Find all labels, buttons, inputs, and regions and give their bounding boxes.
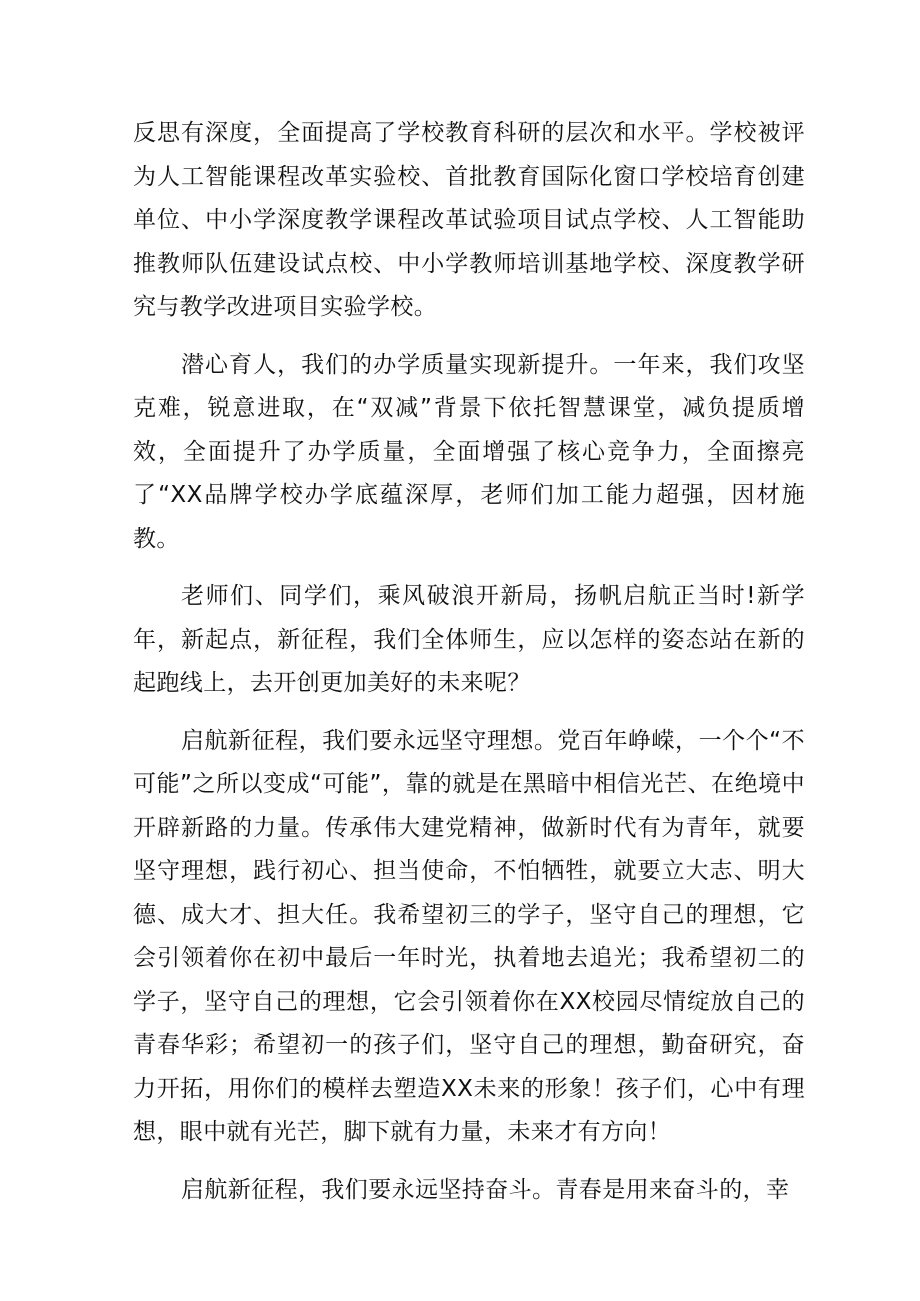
paragraph-3: 老师们、同学们，乘风破浪开新局，扬帆启航正当时!新学年，新起点，新征程，我们全体师生，应以怎样的姿态站在新的起跑线上，去开创更加美好的未来呢？: [133, 583, 805, 696]
paragraph-4: 启航新征程，我们要永远坚守理想。党百年峥嵘，一个个“不可能”之所以变成“可能”，靠的就是在黑暗中相信光芒、在绝境中开辟新路的力量。传承伟大建党精神，做新时代有为青年，就要坚守理想，践行初心、担当使命，不怕牺牲，就要立大志、明大德、成大才、担大任。我希望初三的学子，坚守自己的理想，它会引领着你在初中最后一年时光，执着地去追光；我希望初二的学子，坚守自己的理想，它会引领着你在XX校园尽情绽放自己的青春华彩；希望初一的孩子们，坚守自己的理想，勤奋研究，奋力开拓，用你们的模样去塑造XX未来的形象！孩子们，心中有理想，眼中就有光芒，脚下就有力量，未来才有方向！: [133, 727, 805, 1145]
paragraph-1: 反思有深度，全面提高了学校教育科研的层次和水平。学校被评为人工智能课程改革实验校、首批教育国际化窗口学校培育创建单位、中小学深度教学课程改革试验项目试点学校、人工智能助推教师队伍建设试点校、中小学教师培训基地学校、深度教学研究与教学改进项目实验学校。: [133, 120, 805, 320]
paragraph-2: 潜心育人，我们的办学质量实现新提升。一年来，我们攻坚克难，锐意进取，在“双减”背景下依托智慧课堂，减负提质增效，全面提升了办学质量，全面增强了核心竞争力，全面擦亮了“XX品牌学校办学底蕴深厚，老师们加工能力超强，因材施教。: [133, 351, 805, 552]
document-body: [133, 112, 805, 1226]
paragraph-5: 启航新征程，我们要永远坚持奋斗。青春是用来奋斗的，幸: [181, 1176, 790, 1203]
